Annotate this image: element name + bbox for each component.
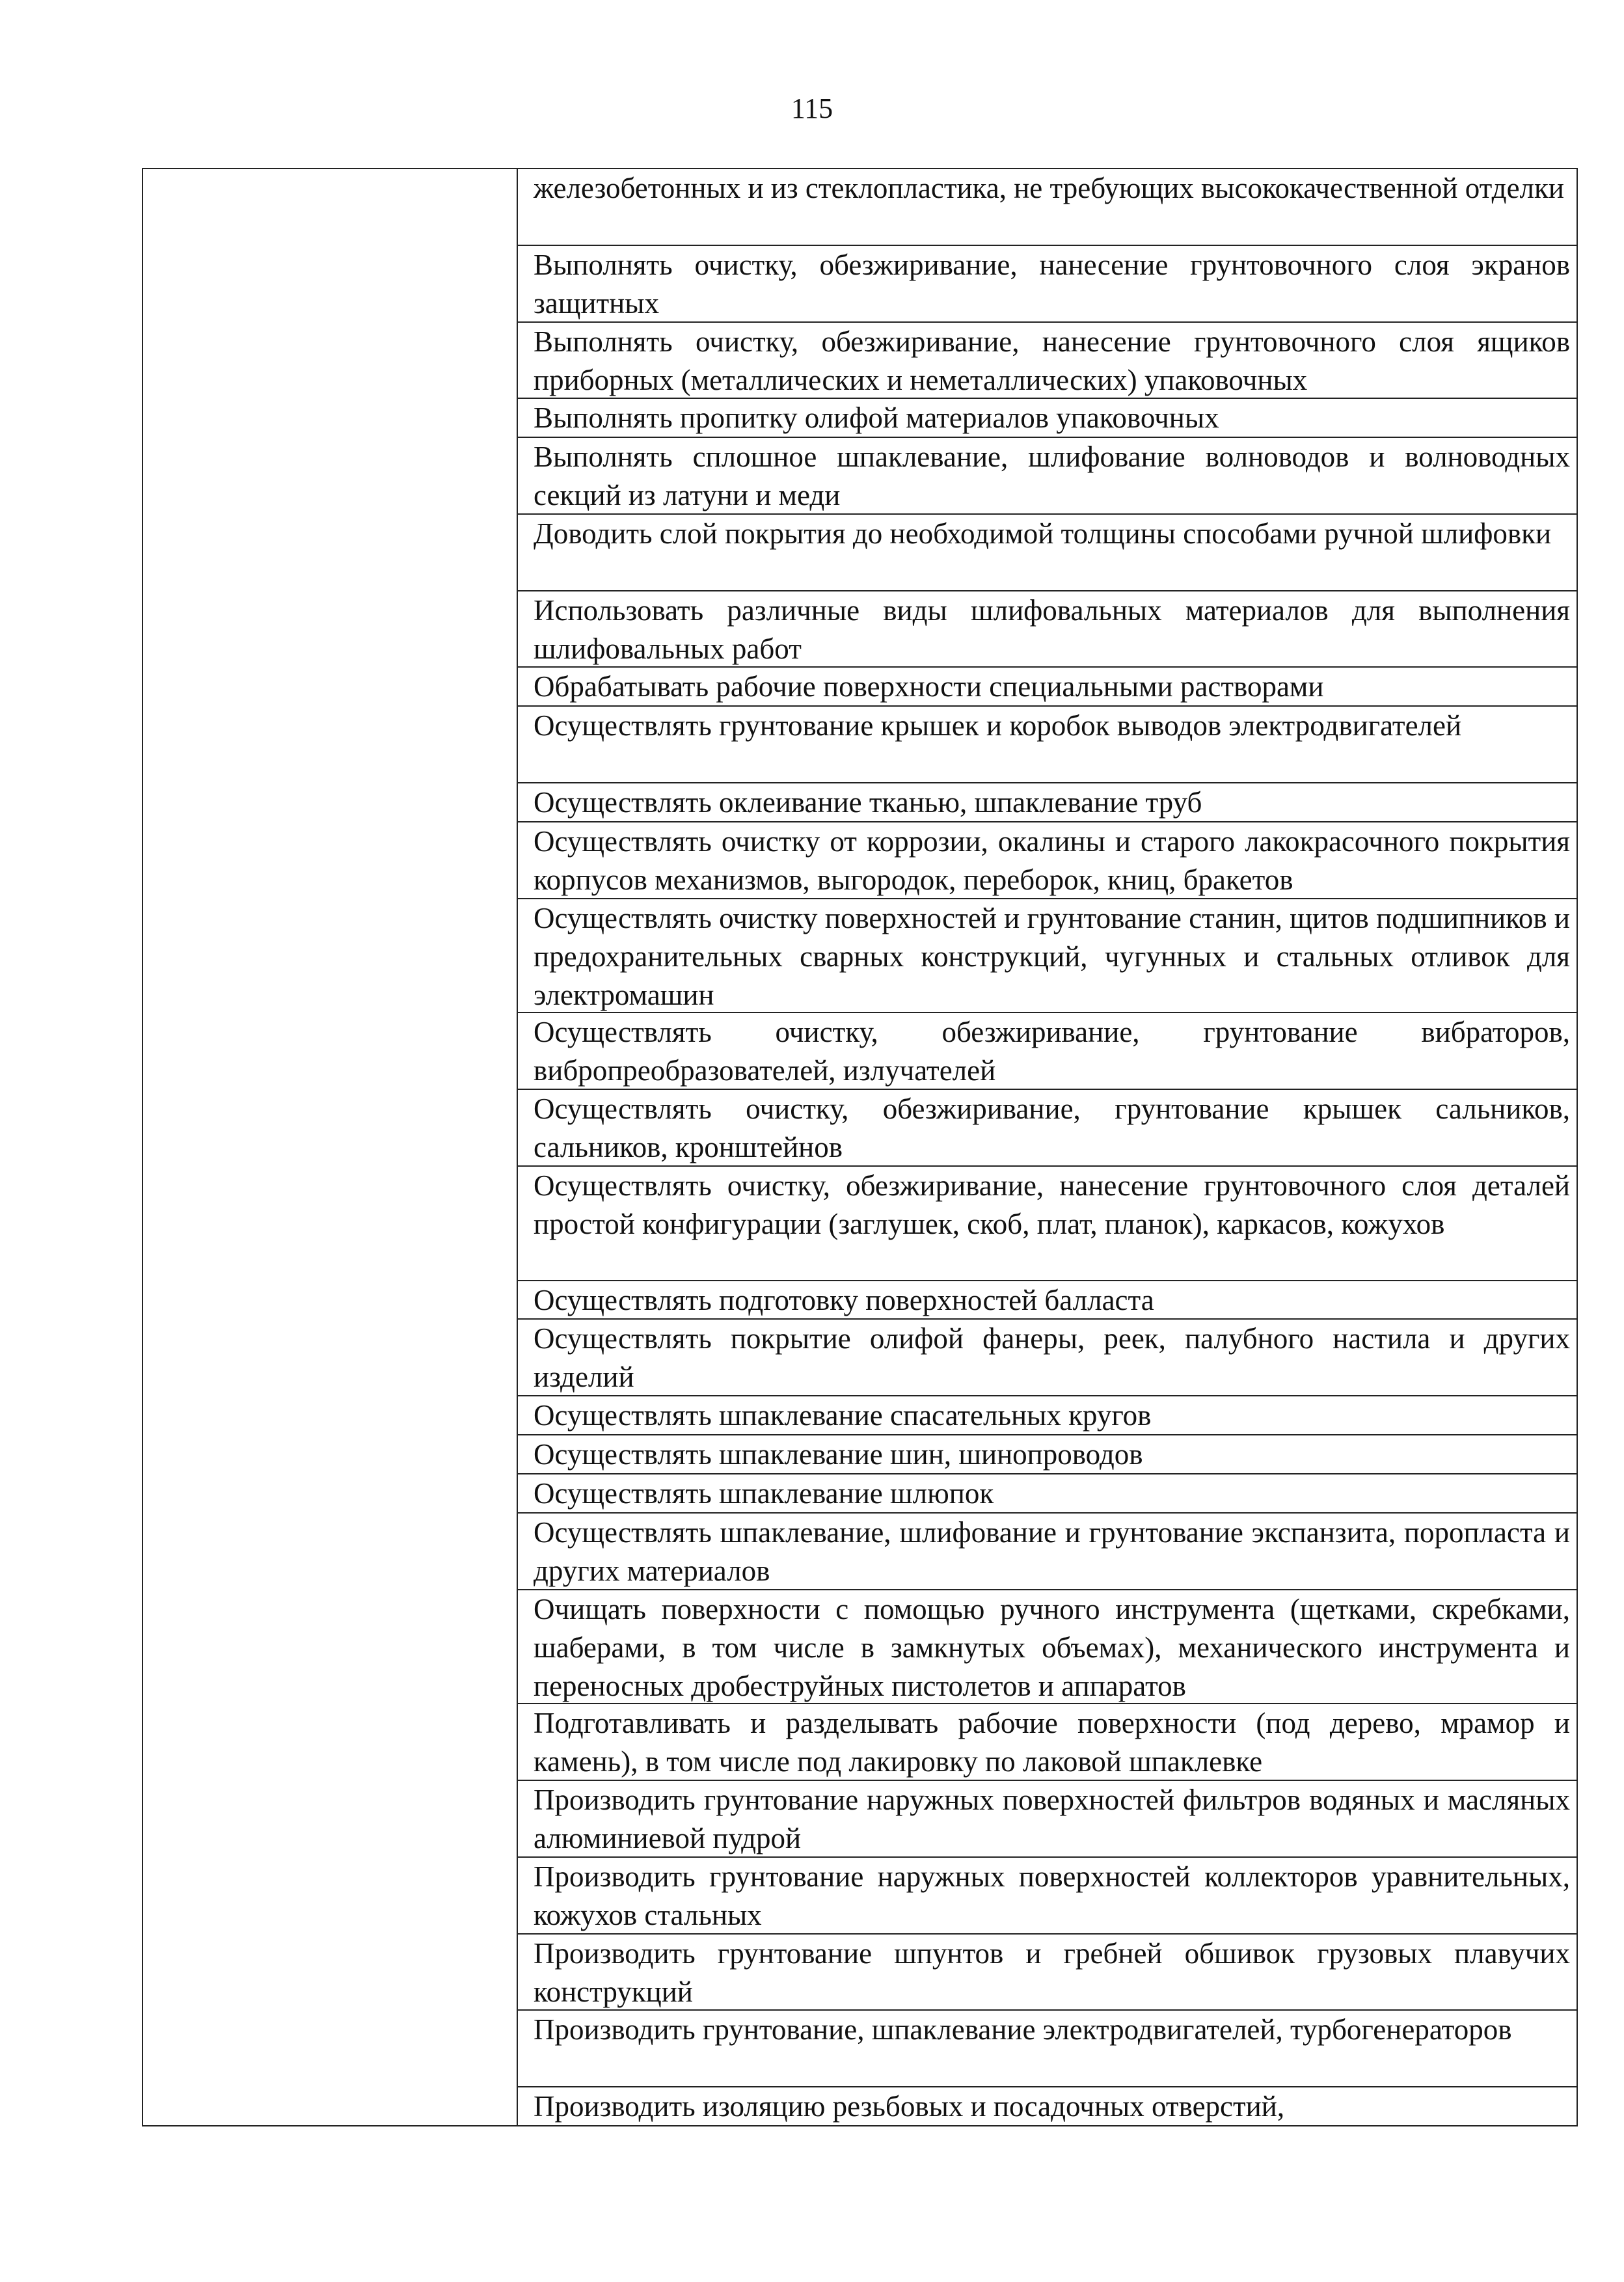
table-row-item: Производить изоляцию резьбовых и посадочных отверстий, [518, 2086, 1577, 2125]
table-row-item: Осуществлять шпаклевание, шлифование и грунтование экспанзита, поропласта и других материалов [518, 1512, 1577, 1589]
table-row-item: Осуществлять подготовку поверхностей балласта [518, 1280, 1577, 1319]
table-row-item: Производить грунтование наружных поверхностей коллекторов уравнительных, кожухов стальных [518, 1856, 1577, 1933]
table-row-item: Подготавливать и разделывать рабочие поверхности (под дерево, мрамор и камень), в том числе под лакировку по лаковой шпаклевке [518, 1703, 1577, 1780]
skills-table [142, 168, 1578, 2126]
table-row [142, 169, 1577, 2126]
table-row-item: Использовать различные виды шлифовальных материалов для выполнения шлифовальных работ [518, 590, 1577, 667]
table-row-item: Осуществлять очистку, обезжиривание, грунтование крышек сальников, сальников, кронштейнов [518, 1089, 1577, 1165]
table-row-item: Доводить слой покрытия до необходимой толщины способами ручной шлифовки [518, 513, 1577, 590]
table-row-item: Выполнять сплошное шпаклевание, шлифование волноводов и волноводных секций из латуни и меди [518, 437, 1577, 513]
table-row-item: Производить грунтование наружных поверхностей фильтров водяных и масляных алюминиевой пудрой [518, 1780, 1577, 1856]
table-row-item: Осуществлять очистку, обезжиривание, нанесение грунтовочного слоя деталей простой конфигурации (заглушек, скоб, плат, планок), каркасов, кожухов [518, 1165, 1577, 1280]
table-row-item: Осуществлять шпаклевание шин, шинопроводов [518, 1434, 1577, 1473]
table-row-item: Выполнять очистку, обезжиривание, нанесение грунтовочного слоя ящиков приборных (металлических и неметаллических) упаковочных [518, 321, 1577, 398]
item-list [518, 169, 1577, 2125]
table-row-item: Осуществлять оклеивание тканью, шпаклевание труб [518, 782, 1577, 821]
table-row-item: Очищать поверхности с помощью ручного инструмента (щетками, скребками, шаберами, в том числе в замкнутых объемах), механического инструмента и переносных дробеструйных пистолетов и аппаратов [518, 1589, 1577, 1704]
page-number: 115 [791, 92, 833, 124]
table-row-item: Выполнять очистку, обезжиривание, нанесение грунтовочного слоя экранов защитных [518, 245, 1577, 321]
table-row-item: Производить грунтование, шпаклевание электродвигателей, турбогенераторов [518, 2009, 1577, 2086]
table-row-item: Осуществлять очистку, обезжиривание, грунтование вибраторов, вибропреобразователей, излучателей [518, 1012, 1577, 1089]
table-row-item: Производить грунтование шпунтов и гребней обшивок грузовых плавучих конструкций [518, 1933, 1577, 2010]
table-row-item: Осуществлять грунтование крышек и коробок выводов электродвигателей [518, 705, 1577, 782]
table-row-item: Осуществлять очистку поверхностей и грунтование станин, щитов подшипников и предохранительных сварных конструкций, чугунных и стальных отливок для электромашин [518, 898, 1577, 1012]
table-left-cell [142, 169, 517, 2126]
table-right-cell [517, 169, 1577, 2126]
table-row-item: Обрабатывать рабочие поверхности специальными растворами [518, 666, 1577, 705]
table-row-item: железобетонных и из стеклопластика, не требующих высококачественной отделки [534, 172, 1564, 204]
table-row-item: Осуществлять покрытие олифой фанеры, реек, палубного настила и других изделий [518, 1318, 1577, 1395]
table-row-item: Осуществлять очистку от коррозии, окалины и старого лакокрасочного покрытия корпусов механизмов, выгородок, переборок, книц, бракетов [518, 821, 1577, 898]
table-row-item: Осуществлять шпаклевание спасательных кругов [518, 1395, 1577, 1434]
table-row-item: Выполнять пропитку олифой материалов упаковочных [518, 398, 1577, 437]
table-row-item: Осуществлять шпаклевание шлюпок [518, 1473, 1577, 1512]
